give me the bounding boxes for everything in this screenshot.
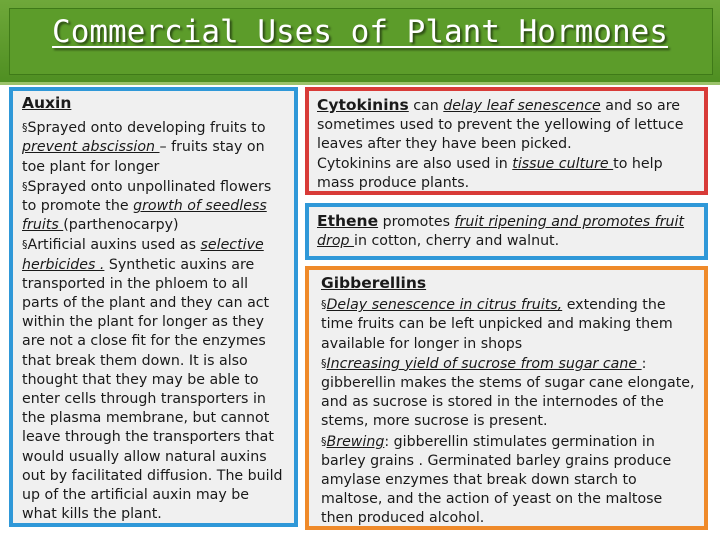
- bullet-icon: §: [321, 434, 327, 448]
- gib-b2-rest: : gibberellin makes the stems of sugar cane elongate, and as sucrose is stored in the internodes of the stems, more sucrose is present.: [321, 355, 695, 430]
- cytokinins-panel: [305, 87, 708, 195]
- cyto-p1-term: delay leaf senescence: [443, 98, 601, 114]
- gib-b3-rest: : gibberellin stimulates germination in barley grains . Germinated barley grains produce amylase enzymes that break down starch to maltose, and the action of yeast on the maltose then produced alcohol.: [321, 433, 672, 527]
- ethene-panel: [305, 203, 708, 260]
- cytokinins-para-2: [317, 155, 698, 193]
- gib-b2-term: Increasing yield of sucrose from sugar cane: [326, 355, 642, 372]
- cyto-p2-rest: to help mass produce plants.: [317, 155, 663, 191]
- ethene-heading: Ethene: [317, 212, 379, 230]
- ethene-term: fruit ripening and promotes fruit drop: [317, 214, 685, 250]
- ethene-para: [317, 212, 698, 251]
- cyto-p2-term: tissue culture: [512, 155, 614, 172]
- auxin-bullet-1: [22, 118, 288, 177]
- auxin-b2-text: Sprayed onto unpollinated flowers to promote the: [22, 178, 272, 215]
- gibberellins-panel: [305, 266, 708, 530]
- bullet-icon: §: [22, 121, 28, 135]
- auxin-b2-rest: (parthenocarpy): [63, 217, 179, 234]
- auxin-b1-text: Sprayed onto developing fruits to: [27, 120, 266, 137]
- gibberellins-heading: Gibberellins: [321, 274, 427, 292]
- gib-bullet-2: [321, 354, 698, 432]
- gib-b1-rest: extending the time fruits can be left unpicked and making them available for longer in shops: [321, 297, 673, 352]
- cyto-p1-rest: and so are sometimes used to prevent the yellowing of lettuce leaves after they have been picked.: [317, 98, 684, 153]
- gib-b1-term: Delay senescence in citrus fruits,: [326, 297, 563, 314]
- auxin-bullet-3: [22, 235, 288, 524]
- gib-bullet-3: [321, 432, 698, 529]
- ethene-rest: in cotton, cherry and walnut.: [354, 233, 560, 250]
- bullet-icon: §: [321, 356, 327, 370]
- cyto-p2-text: Cytokinins are also used in: [317, 155, 513, 172]
- auxin-b3-text: Artificial auxins used as: [27, 237, 201, 254]
- cytokinins-para-1: [317, 96, 698, 155]
- slide-title: Commercial Uses of Plant Hormones: [52, 14, 668, 50]
- cytokinins-heading: Cytokinins: [317, 96, 409, 114]
- bullet-icon: §: [22, 238, 28, 252]
- header-divider: [0, 82, 720, 85]
- auxin-b3-term: selective herbicides .: [22, 237, 264, 273]
- auxin-panel: [9, 87, 298, 527]
- auxin-b2-term: growth of seedless fruits: [22, 198, 267, 234]
- gib-b3-term: Brewing: [326, 433, 385, 450]
- gib-bullet-1: [321, 295, 698, 354]
- bullet-icon: §: [321, 298, 327, 312]
- ethene-text: promotes: [378, 214, 455, 230]
- cyto-p1-text: can: [408, 98, 444, 114]
- auxin-bullet-2: [22, 177, 288, 236]
- auxin-b1-term: prevent abscission: [22, 139, 160, 156]
- bullet-icon: §: [22, 179, 28, 193]
- auxin-b1-rest: – fruits stay on toe plant for longer: [22, 139, 265, 175]
- auxin-b3-rest: Synthetic auxins are transported in the phloem to all parts of the plant and they can act within the plant for longer as they are not a close fit for the enzymes that break them down. It is also thought that they may be able to enter cells through transporters in the plasma membrane, but cannot leave through the transporters that would usually allow natural auxins out by facilitated diffusion. The build up of the artificial auxin may be what kills the plant.: [22, 256, 283, 523]
- auxin-heading: Auxin: [22, 94, 72, 112]
